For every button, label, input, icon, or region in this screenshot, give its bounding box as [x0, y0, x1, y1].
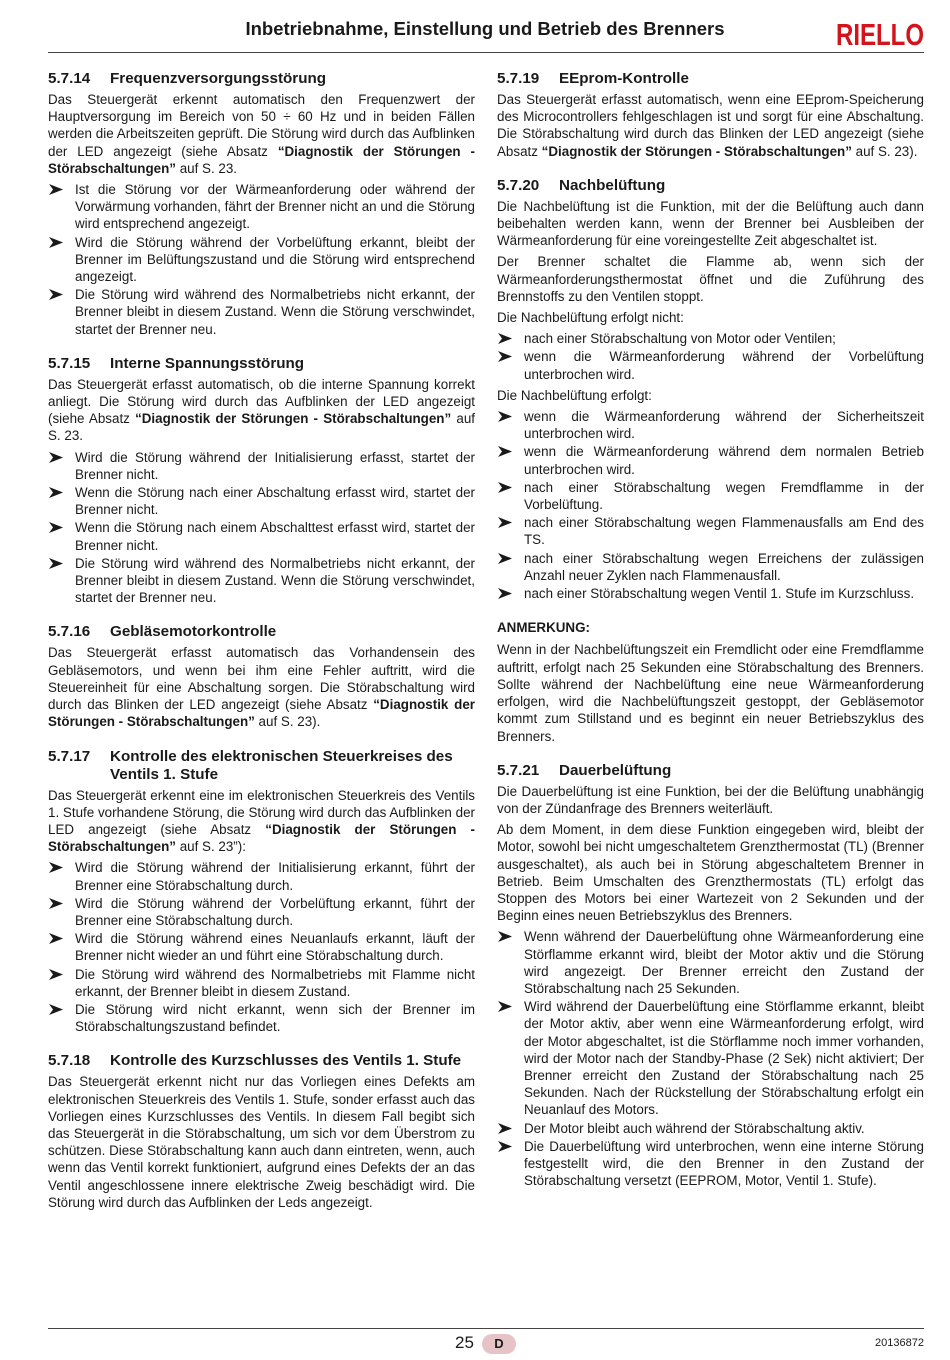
- right-column: [497, 70, 924, 1206]
- bullet-list: [497, 408, 924, 602]
- list-item: Wird die Störung während der Vorbelüftung erkannt, führt der Brenner eine Störabschaltung durch.: [48, 895, 475, 929]
- document-code: 20136872: [875, 1337, 924, 1349]
- list-item: Wird die Störung während eines Neuanlaufs erkannt, läuft der Brenner nicht wieder an und führt eine Störabschaltung durch.: [48, 930, 475, 964]
- arrow-bullet-icon: [49, 862, 63, 873]
- list-item: wenn die Wärmeanforderung während der Sicherheitszeit unterbrochen wird.: [497, 408, 924, 442]
- list-item: Wenn die Störung nach einem Abschalttest erfasst wird, startet der Brenner nicht.: [48, 519, 475, 553]
- section-heading: 5.7.14 Frequenzversorgungsstörung: [48, 70, 327, 87]
- section-5-7-18: [48, 1052, 475, 1211]
- footer-rule: [48, 1328, 924, 1329]
- list-item: Die Störung wird nicht erkannt, wenn sich der Brenner im Störabschaltungszustand befindet.: [48, 1001, 475, 1035]
- list-item: Wird die Störung während der Initialisierung erfasst, startet der Brenner nicht.: [48, 449, 475, 483]
- bullet-list: [497, 928, 924, 1189]
- section-heading: 5.7.17 Kontrolle des elektronischen Steuerkreises des Ventils 1. Stufe: [48, 747, 453, 783]
- note-label: ANMERKUNG:: [497, 620, 590, 636]
- arrow-bullet-icon: [49, 184, 63, 195]
- section-5-7-15: [48, 355, 475, 607]
- section-paragraph: Das Steuergerät erkennt nicht nur das Vorliegen eines Defekts am elektronischen Steuerkreis des Ventils 1. Stufe, sonder erfasst auch das Vorliegen eines Kurzschlusses des Ventils. In diesem Fall begibt sich das Steuergerät in die Störabschaltung, um sich vor dem Überstrom zu schützen. Diese Störabschaltung kann auch dann eintreten, wenn, auch wenn das Ventil korrekt funktioniert, aufgrund eines Defekts der an das Ventil angeschlossene innere elektrische Zweig beschädigt wird. Die Störung wird durch das Aufblinken der Leds angezeigt.: [48, 1074, 475, 1210]
- section-paragraph: Der Brenner schaltet die Flamme ab, wenn sich der Wärmeanforderungsthermostat öffnet und die Zuführung des Brennstoffs zu den Ventilen stoppt.: [497, 254, 924, 304]
- arrow-bullet-icon: [498, 931, 512, 942]
- left-column: [48, 70, 475, 1228]
- arrow-bullet-icon: [498, 1001, 512, 1012]
- arrow-bullet-icon: [498, 517, 512, 528]
- arrow-bullet-icon: [49, 487, 63, 498]
- arrow-bullet-icon: [49, 933, 63, 944]
- section-5-7-21: [497, 762, 924, 1190]
- arrow-bullet-icon: [49, 969, 63, 980]
- arrow-bullet-icon: [498, 1141, 512, 1152]
- list-item: nach einer Störabschaltung wegen Flammenausfalls am End des TS.: [497, 514, 924, 548]
- arrow-bullet-icon: [49, 237, 63, 248]
- arrow-bullet-icon: [498, 1123, 512, 1134]
- arrow-bullet-icon: [498, 333, 512, 344]
- section-paragraph: Das Steuergerät erfasst automatisch, wenn eine EEprom-Speicherung des Microcontrollers fehlgeschlagen ist und sorgt für eine Abschaltung. Die Störabschaltung wird durch das Blinken der LED angezeigt (siehe Absatz “Diagnostik der Störungen - Störabschaltungen” auf S. 23).: [497, 92, 924, 159]
- arrow-bullet-icon: [49, 289, 63, 300]
- arrow-bullet-icon: [49, 452, 63, 463]
- arrow-bullet-icon: [498, 411, 512, 422]
- page-title: Inbetriebnahme, Einstellung und Betrieb des Brenners: [245, 18, 725, 39]
- bullet-list: [48, 449, 475, 607]
- list-item: Ist die Störung vor der Wärmeanforderung oder während der Vorwärmung vorhanden, fährt der Brenner nicht an und die Störung wird entsprechend angezeigt.: [48, 181, 475, 233]
- list-item: nach einer Störabschaltung von Motor oder Ventilen;: [497, 330, 924, 347]
- section-paragraph: Die Nachbelüftung ist die Funktion, mit der die Belüftung auch dann beibehalten werden kann, wenn der Brenner bei Ausbleiben der Wärmeanforderung für eine voreingestellte Zeit abgeschaltet ist.: [497, 198, 924, 249]
- list-item: nach einer Störabschaltung wegen Erreichens der zulässigen Anzahl neuer Zyklen nach Flammenausfall.: [497, 550, 924, 584]
- arrow-bullet-icon: [49, 898, 63, 909]
- section-5-7-17: [48, 748, 475, 1036]
- section-paragraph: Ab dem Moment, in dem diese Funktion eingegeben wird, bleibt der Motor, sowohl bei nicht umgeschaltetem Grenzthermostat (TL) (Brenner ausgeschaltet), als auch bei in Störung abgeschaltetem Brenner in Betrieb. Beim Umschalten des Grenzthermostats (TL) erfolgt das Stoppen des Motors bei einer Wartezeit von 2 Sekunden und der Beginn eines neuen Betriebszyklus des Brenners.: [497, 822, 924, 924]
- section-paragraph: Das Steuergerät erfasst automatisch, ob die interne Spannung korrekt anliegt. Die Störung wird durch das Aufblinken der LED angezeigt (siehe Absatz “Diagnostik der Störungen - Störabschaltungen” auf S. 23.: [48, 376, 475, 444]
- arrow-bullet-icon: [498, 351, 512, 362]
- list-item: nach einer Störabschaltung wegen Fremdflamme in der Vorbelüftung.: [497, 479, 924, 513]
- list-item: wenn die Wärmeanforderung während der Vorbelüftung unterbrochen wird.: [497, 348, 924, 382]
- section-5-7-14: [48, 70, 475, 338]
- section-5-7-16: [48, 623, 475, 730]
- arrow-bullet-icon: [49, 522, 63, 533]
- list-item: wenn die Wärmeanforderung während dem normalen Betrieb unterbrochen wird.: [497, 443, 924, 477]
- arrow-bullet-icon: [498, 482, 512, 493]
- bullet-list: [48, 181, 475, 338]
- section-5-7-19: [497, 70, 924, 160]
- section-paragraph: Das Steuergerät erkennt eine im elektronischen Steuerkreis des Ventils 1. Stufe vorhandene Störung, die Störung wird durch das Aufblinken der LED angezeigt (siehe Absatz “Diagnostik der Störungen - Störabschaltungen” auf S. 23”):: [48, 787, 475, 855]
- list-item: Die Störung wird während des Normalbetriebs nicht erkannt, der Brenner bleibt in diesem Zustand. Wenn die Störung verschwindet, startet der Brenner neu.: [48, 555, 475, 607]
- arrow-bullet-icon: [498, 553, 512, 564]
- list-item: Die Störung wird während des Normalbetriebs mit Flamme nicht erkannt, der Brenner bleibt in diesem Zustand.: [48, 966, 475, 1000]
- section-paragraph: Das Steuergerät erfasst automatisch das Vorhandensein des Gebläsemotors, und wenn bei ihm eine Fehler auftritt, wird die Steuereinheit für eine Abschaltung sorgen. Die Störabschaltung wird durch das Blinken der LED angezeigt (siehe Absatz “Diagnostik der Störungen - Störabschaltungen” auf S. 23).: [48, 645, 475, 730]
- arrow-bullet-icon: [49, 1004, 63, 1015]
- list-item: nach einer Störabschaltung wegen Ventil 1. Stufe im Kurzschluss.: [497, 585, 924, 602]
- riello-logo: [835, 16, 925, 50]
- list-item: Wird die Störung während der Vorbelüftung erkannt, bleibt der Brenner im Belüftungszustand und die Störung wird entsprechend angezeigt.: [48, 234, 475, 286]
- list-intro: Die Nachbelüftung erfolgt:: [497, 387, 652, 403]
- section-paragraph: Die Dauerbelüftung ist eine Funktion, bei der die Belüftung unabhängig von der Zündanfrage des Brenners weiterläuft.: [497, 783, 924, 816]
- list-intro: Die Nachbelüftung erfolgt nicht:: [497, 310, 684, 326]
- logo-text: RIELLO: [836, 17, 924, 52]
- section-heading: 5.7.20 Nachbelüftung: [497, 176, 666, 194]
- section-paragraph: Das Steuergerät erkennt automatisch den Frequenzwert der Hauptversorgung im Bereich von 50 ÷ 60 Hz und in beiden Fällen werden die Arbeitszeiten geprüft. Die Störung wird durch das Aufblinken der LED angezeigt (siehe Absatz “Diagnostik der Störungen - Störabschaltungen” auf S. 23.: [48, 92, 475, 176]
- list-item: Die Dauerbelüftung wird unterbrochen, wenn eine interne Störung festgestellt wird, die den Brenner in den Zustand der Störabschaltung versetzt (EEPROM, Motor, Ventil 1. Stufe).: [497, 1138, 924, 1190]
- note-block: [497, 619, 924, 744]
- section-heading: 5.7.21 Dauerbelüftung: [497, 761, 672, 779]
- list-item: Wird während der Dauerbelüftung eine Störflamme erkannt, bleibt der Motor aktiv, aber wenn eine Wärmeanforderung erfolgt, wird der Motor abgeschaltet, ist die Störflamme noch immer vorhanden, wird der Motor nach der Standby-Phase (2 Sek) nicht aktiviert; Der Brenner erreicht den Zustand der Störabschaltung nach 25 Sekunden. Nach der Rückstellung der Störabschaltung erfolgt ein Neuanlauf des Motors.: [497, 998, 924, 1118]
- arrow-bullet-icon: [498, 588, 512, 599]
- list-item: Der Motor bleibt auch während der Störabschaltung aktiv.: [497, 1120, 924, 1137]
- section-heading: 5.7.15 Interne Spannungsstörung: [48, 354, 305, 372]
- note-text: Wenn in der Nachbelüftungszeit ein Fremdlicht oder eine Fremdflamme auftritt, erfolgt nach 25 Sekunden eine Störabschaltung des Brenners. Sollte während der Nachbelüftung eine neue Wärmeanforderung erfolgen, wird die Nachbelüftungszeit gestoppt, der Gebläsemotor kommt zum Stillstand und es beginnt ein neuer Betriebszyklus des Brenners.: [497, 642, 924, 744]
- arrow-bullet-icon: [49, 558, 63, 569]
- list-item: Wenn die Störung nach einer Abschaltung erfasst wird, startet der Brenner nicht.: [48, 484, 475, 518]
- list-item: Die Störung wird während des Normalbetriebs nicht erkannt, der Brenner bleibt in diesem Zustand. Wenn die Störung verschwindet, startet der Brenner neu.: [48, 286, 475, 338]
- bullet-list: [48, 859, 475, 1035]
- page-number: 25: [455, 1333, 474, 1352]
- section-heading: 5.7.16 Gebläsemotorkontrolle: [48, 623, 277, 641]
- language-badge: D: [482, 1334, 516, 1354]
- list-item: Wenn während der Dauerbelüftung ohne Wärmeanforderung eine Störflamme erkannt wird, bleibt der Motor aktiv und die Störung wird angezeigt. Der Brenner erreicht den Zustand der Störabschaltung nach 25 Sekunden.: [497, 928, 924, 997]
- section-5-7-20: [497, 177, 924, 602]
- arrow-bullet-icon: [498, 446, 512, 457]
- section-heading: 5.7.19 EEprom-Kontrolle: [497, 70, 689, 87]
- header-rule: [48, 52, 924, 53]
- bullet-list: [497, 330, 924, 383]
- list-item: Wird die Störung während der Initialisierung erkannt, führt der Brenner eine Störabschaltung durch.: [48, 859, 475, 893]
- section-heading: 5.7.18 Kontrolle des Kurzschlusses des Ventils 1. Stufe: [48, 1052, 462, 1070]
